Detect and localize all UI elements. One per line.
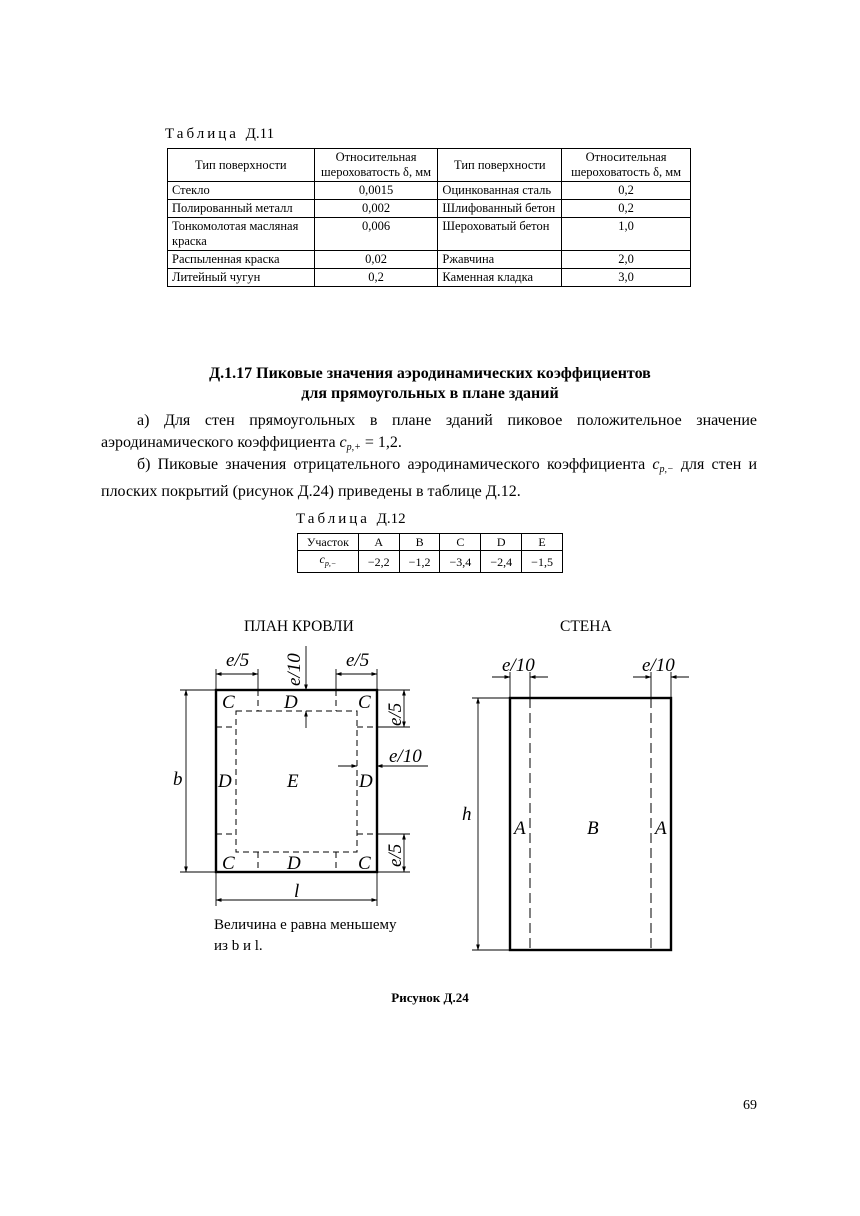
paragraph-b-start: б) Пиковые значения отрицательного аэродинамического коэффициента — [137, 456, 646, 473]
table11-cell-roughness-1: 0,02 — [314, 251, 438, 269]
table11-cell-roughness-1: 0,2 — [314, 269, 438, 287]
wall-title: СТЕНА — [560, 618, 612, 635]
table11-cell-roughness-1: 0,002 — [314, 200, 438, 218]
roof-dim-l: l — [294, 881, 300, 902]
table11-header-roughness-2: Относительная шероховатость δ, мм — [562, 149, 691, 182]
table12-zone-b: B — [399, 534, 440, 551]
figure-note-line1: Величина e равна меньшему — [214, 917, 397, 933]
roof-zone-e: E — [287, 771, 299, 792]
figure-caption: Рисунок Д.24 — [391, 990, 469, 1005]
figure-note-line2: из b и l. — [214, 938, 263, 954]
paragraph-a-text: а) Для стен прямоугольных в плане зданий пиковое положительное значение аэродинамического коэффициента — [101, 412, 757, 451]
wall-zone-a-right: A — [655, 818, 667, 839]
table11-cell-type-2: Ржавчина — [438, 251, 562, 269]
table11-cell-roughness-1: 0,0015 — [314, 182, 438, 200]
roof-dim-e10-side: e/10 — [389, 746, 422, 767]
page-number: 69 — [743, 1098, 757, 1113]
table11-cell-roughness-2: 3,0 — [562, 269, 691, 287]
table12-row-header: Участок — [298, 534, 359, 551]
roof-zone-c-bottom-right: C — [358, 853, 371, 874]
table12-coef-symbol: c — [319, 552, 325, 566]
wall-zone-b: B — [587, 818, 599, 839]
section-heading-line1: Д.1.17 Пиковые значения аэродинамических коэффициентов — [209, 365, 651, 382]
table12-coef-subscript: p,− — [324, 559, 337, 568]
table11-caption-number: Д.11 — [245, 126, 275, 142]
table11-header-roughness-1: Относительная шероховатость δ, мм — [314, 149, 438, 182]
wall-labels — [462, 655, 675, 839]
roof-zone-d-bottom: D — [287, 853, 301, 874]
table11-cell-roughness-2: 0,2 — [562, 200, 691, 218]
table11-cell-type-1: Стекло — [168, 182, 315, 200]
roof-dim-b: b — [173, 769, 183, 790]
table12-value-d: −2,4 — [481, 551, 522, 573]
paragraph-b-subscript: p,− — [659, 464, 674, 475]
table11-caption-word: Таблица — [165, 126, 239, 142]
table12-zone-a: A — [358, 534, 399, 551]
table11-cell-roughness-2: 0,2 — [562, 182, 691, 200]
paragraph-b-symbol: c — [652, 456, 660, 473]
table12-caption-number: Д.12 — [376, 511, 406, 527]
wall-dimension-lines — [472, 672, 689, 950]
table11-cell-type-2: Шлифованный бетон — [438, 200, 562, 218]
table11-cell-type-2: Шероховатый бетон — [438, 218, 562, 251]
table11-cell-type-1: Полированный металл — [168, 200, 315, 218]
roof-zone-d-right: D — [359, 771, 373, 792]
wall — [472, 672, 689, 950]
table12-value-c: −3,4 — [440, 551, 481, 573]
roof-zone-c-top-right: C — [358, 692, 371, 713]
table12-caption-word: Таблица — [296, 511, 370, 527]
paragraph-a-symbol: c — [339, 434, 347, 451]
table11-cell-roughness-2: 2,0 — [562, 251, 691, 269]
figure-note — [214, 917, 397, 954]
table11-cell-type-2: Каменная кладка — [438, 269, 562, 287]
table12-zone-d: D — [481, 534, 522, 551]
roof-dim-e5-left: e/5 — [226, 650, 250, 671]
table12-zone-c: C — [440, 534, 481, 551]
paragraph-a-value: = 1,2. — [364, 434, 402, 451]
table11-header-type-1: Тип поверхности — [168, 149, 315, 182]
paragraph-a-subscript: p,+ — [346, 442, 361, 453]
table11-cell-roughness-1: 0,006 — [314, 218, 438, 251]
table12-value-b: −1,2 — [399, 551, 440, 573]
roof-zone-c-top-left: C — [222, 692, 235, 713]
roof-dim-e5-top-right: e/5 — [385, 702, 406, 726]
table11-header-type-2: Тип поверхности — [438, 149, 562, 182]
wall-dim-h: h — [462, 804, 472, 825]
wall-zone-a-left: A — [514, 818, 526, 839]
table11-cell-type-1: Литейный чугун — [168, 269, 315, 287]
table11-cell-type-1: Распыленная краска — [168, 251, 315, 269]
table11-cell-roughness-2: 1,0 — [562, 218, 691, 251]
wall-dim-e10-left: e/10 — [502, 655, 535, 676]
table12-value-e: −1,5 — [522, 551, 563, 573]
roof-zone-c-bottom-left: C — [222, 853, 235, 874]
section-heading-line2: для прямоугольных в плане зданий — [301, 385, 559, 402]
roof-dim-e5-right: e/5 — [346, 650, 370, 671]
paragraph-b-end: для стен и плоских покрытий (рисунок Д.24) приведены в таблице Д.12. — [101, 456, 758, 500]
roof-labels — [173, 650, 422, 902]
roof-dim-e10-top: e/10 — [284, 653, 305, 686]
table11-cell-type-1: Тонкомолотая масляная краска — [168, 218, 315, 251]
roof-dim-e5-bottom-right: e/5 — [385, 843, 406, 867]
table11-cell-type-2: Оцинкованная сталь — [438, 182, 562, 200]
wall-dim-e10-right: e/10 — [642, 655, 675, 676]
table12-zone-e: E — [522, 534, 563, 551]
table12-value-a: −2,2 — [358, 551, 399, 573]
roof-zone-d-left: D — [218, 771, 232, 792]
roof-plan-title: ПЛАН КРОВЛИ — [244, 618, 354, 635]
roof-zone-d-top: D — [284, 692, 298, 713]
